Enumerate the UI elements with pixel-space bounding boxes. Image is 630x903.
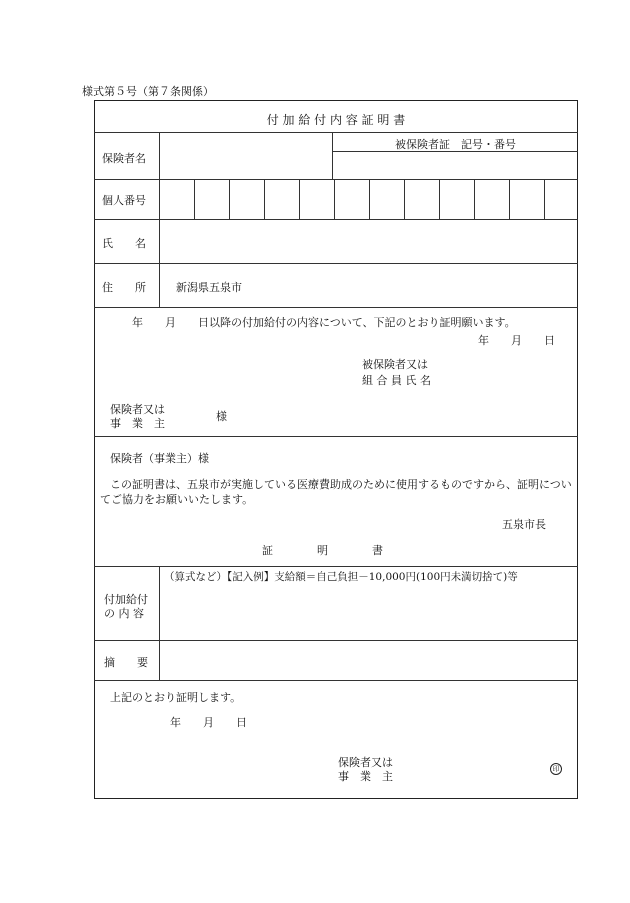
remarks-input[interactable]	[160, 641, 577, 679]
form-reference: 様式第５号（第７条関係）	[82, 85, 214, 98]
certify-text: 上記のとおり証明します。	[110, 691, 242, 704]
request-date[interactable]: 年 月 日	[478, 334, 555, 347]
insured-card-input[interactable]	[333, 152, 577, 179]
address-value[interactable]: 新潟県五泉市	[176, 281, 242, 294]
applicant-label-line2: 組 合 員 氏 名	[362, 374, 431, 387]
addressee-sama: 様	[216, 410, 227, 423]
name-label: 氏 名	[102, 237, 146, 250]
applicant-label-line1: 被保険者又は	[362, 358, 428, 371]
benefit-example[interactable]: （算式など）【記入例】支給額＝自己負担－10,000円(100円未満切捨て)等	[164, 571, 518, 583]
certifier-label-line1: 保険者又は	[338, 756, 393, 769]
certificate-heading: 証 明 書	[262, 544, 383, 557]
insurer-name-label: 保険者名	[102, 152, 146, 165]
address-label: 住 所	[102, 281, 146, 294]
divider	[94, 680, 578, 681]
benefit-label-line1: 付加給付	[104, 593, 148, 606]
certifier-label-line2: 事 業 主	[338, 770, 393, 783]
name-input[interactable]	[160, 220, 577, 263]
addressee-label-line2: 事 業 主	[110, 417, 165, 430]
seal-mark: 印	[550, 763, 562, 775]
form-title: 付 加 給 付 内 容 証 明 書	[266, 113, 406, 127]
benefit-label-line2: の 内 容	[104, 607, 144, 620]
insured-card-label: 被保険者証 記号・番号	[395, 138, 516, 151]
personal-number-label: 個人番号	[102, 194, 146, 207]
explanation-text: この証明書は、五泉市が実施している医療費助成のために使用するものですから、証明についてご協力をお願いいたします。	[100, 478, 572, 506]
divider	[94, 263, 578, 264]
remarks-label: 摘 要	[104, 656, 148, 669]
addressee-label-line1: 保険者又は	[110, 403, 165, 416]
divider	[94, 566, 578, 567]
mayor-signature: 五泉市長	[502, 518, 546, 531]
certify-date[interactable]: 年 月 日	[170, 716, 247, 729]
to-line: 保険者（事業主）様	[110, 452, 209, 465]
divider	[94, 307, 578, 308]
divider	[94, 436, 578, 437]
insurer-name-input[interactable]	[160, 133, 332, 179]
personal-number-input[interactable]	[160, 180, 577, 218]
request-text: 年 月 日以降の付加給付の内容について、下記のとおり証明願います。	[132, 316, 516, 329]
